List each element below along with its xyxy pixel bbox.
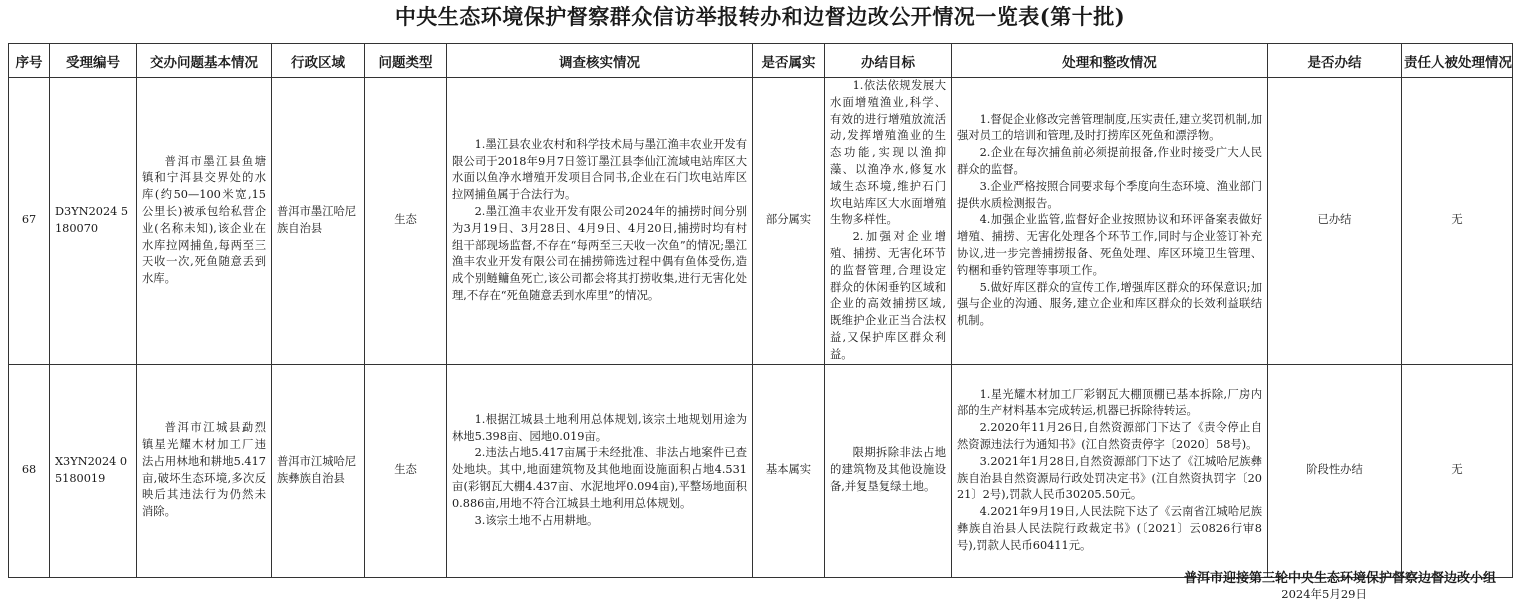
investigation-item: 3.该宗土地不占用耕地。 [474, 513, 599, 527]
cell-verified: 基本属实 [753, 364, 825, 577]
header-seq: 序号 [9, 44, 50, 78]
cell-issue: 普洱市墨江县鱼塘镇和宁洱县交界处的水库(约50—100米宽,15公里长)被承包给私营企业(名称未知),该企业在水库拉网捕鱼,每两至三天收一次,死鱼随意丢到水库。 [137, 78, 272, 365]
footer-organization: 普洱市迎接第三轮中央生态环境保护督察边督边改小组 [1183, 571, 1496, 586]
handling-item: 1.星光耀木材加工厂彩钢瓦大棚顶棚已基本拆除,厂房内部的生产材料基本完成转运,机器已拆除待转运。 [957, 387, 1262, 418]
cell-region: 普洱市墨江哈尼族自治县 [272, 78, 365, 365]
header-target: 办结目标 [825, 44, 952, 78]
table-row [9, 364, 1513, 577]
cell-investigation [447, 78, 753, 365]
handling-item: 2.2020年11月26日,自然资源部门下达了《责令停止自然资源违法行为通知书》(江自然资责停字〔2020〕58号)。 [957, 421, 1262, 451]
handling-item: 3.企业严格按照合同要求每个季度向生态环境、渔业部门提供水质检测报告。 [957, 179, 1262, 210]
cell-code: D3YN2024 5180070 [50, 78, 137, 365]
cell-responsible: 无 [1402, 78, 1513, 365]
target-item: 1.依法依规发展大水面增殖渔业,科学、有效的进行增殖放流活动,发挥增殖渔业的生态功能,实现以渔抑藻、以渔净水,修复水域生态环境,维护石门坎电站库区大水面增殖生物多样性。 [830, 79, 946, 227]
header-issue: 交办问题基本情况 [137, 44, 272, 78]
table-header-row [9, 44, 1513, 78]
cell-region: 普洱市江城哈尼族彝族自治县 [272, 364, 365, 577]
header-status: 是否办结 [1268, 44, 1402, 78]
cell-verified: 部分属实 [753, 78, 825, 365]
handling-item: 4.加强企业监管,监督好企业按照协议和环评备案表做好增殖、捕捞、无害化处理各个环节工作,同时与企业签订补充协议,进一步完善捕捞报备、死鱼处理、库区环境卫生管理、钓梱和垂钓管理等事项工作。 [957, 213, 1262, 277]
cell-seq: 67 [9, 78, 50, 365]
report-table [8, 43, 1513, 578]
cell-issue: 普洱市江城县勐烈镇星光耀木材加工厂违法占用林地和耕地5.417亩,破坏生态环境,多次反映后其违法行为仍然未消除。 [137, 364, 272, 577]
header-handling: 处理和整改情况 [952, 44, 1268, 78]
target-item: 限期拆除非法占地的建筑物及其他设施设备,并复垦复绿土地。 [830, 446, 946, 493]
cell-target [825, 78, 952, 365]
cell-handling [952, 364, 1268, 577]
handling-item: 2.企业在每次捕鱼前必须提前报备,作业时接受广大人民群众的监督。 [957, 146, 1262, 176]
handling-item: 5.做好库区群众的宣传工作,增强库区群众的环保意识;加强与企业的沟通、服务,建立企业和库区群众的长效利益联结机制。 [957, 280, 1262, 328]
cell-responsible: 无 [1402, 364, 1513, 577]
cell-handling [952, 78, 1268, 365]
header-code: 受理编号 [50, 44, 137, 78]
investigation-item: 2.违法占地5.417亩属于未经批准、非法占地案件已查处地块。其中,地面建筑物及其他地面设施面积占地4.531亩(彩钢瓦大棚4.437亩、水泥地坪0.094亩),平整场地面积0.886亩,用地不符合江城县土地利用总体规划。 [452, 446, 747, 510]
page-title: 中央生态环境保护督察群众信访举报转办和边督边改公开情况一览表(第十批) [394, 4, 1126, 29]
cell-type: 生态 [365, 364, 447, 577]
header-responsible: 责任人被处理情况 [1402, 44, 1513, 78]
cell-type: 生态 [365, 78, 447, 365]
handling-item: 1.督促企业修改完善管理制度,压实责任,建立奖罚机制,加强对员工的培训和管理,及时打捞库区死鱼和漂浮物。 [957, 112, 1262, 143]
table-row [9, 78, 1513, 365]
handling-item: 3.2021年1月28日,自然资源部门下达了《江城哈尼族彝族自治县自然资源局行政处罚决定书》(江自然资执罚字〔2021〕2号),罚款人民币30205.50元。 [957, 454, 1262, 502]
cell-investigation [447, 364, 753, 577]
header-region: 行政区域 [272, 44, 365, 78]
cell-seq: 68 [9, 364, 50, 577]
cell-target [825, 364, 952, 577]
handling-item: 4.2021年9月19日,人民法院下达了《云南省江城哈尼族彝族自治县人民法院行政裁定书》(〔2021〕云0826行审8号),罚款人民币60411元。 [957, 505, 1262, 552]
header-investigation: 调查核实情况 [447, 44, 753, 78]
cell-status: 已办结 [1268, 78, 1402, 365]
investigation-item: 2.墨江渔丰农业开发有限公司2024年的捕捞时间分别为3月19日、3月28日、4月9日、4月20日,捕捞时均有村组干部现场监督,不存在“每两至三天收一次鱼”的情况;墨江渔丰农业开发有限公司在捕捞筛选过程中偶有鱼体受伤,造成个别鲢鳙鱼死亡,该公司都会将其打捞收集,进行无害化处理,不存在“死鱼随意丢到水库里”的情况。 [452, 204, 747, 302]
investigation-item: 1.根据江城县土地利用总体规划,该宗土地规划用途为林地5.398亩、园地0.019亩。 [452, 412, 747, 443]
header-type: 问题类型 [365, 44, 447, 78]
footer-date: 2024年5月29日 [1281, 587, 1367, 601]
cell-status: 阶段性办结 [1268, 364, 1402, 577]
target-item: 2.加强对企业增殖、捕捞、无害化环节的监督管理,合理设定群众的休闲垂钓区域和企业的高效捕捞区域,既维护企业正当合法权益,又保护库区群众利益。 [830, 230, 946, 361]
header-verified: 是否属实 [753, 44, 825, 78]
cell-code: X3YN2024 05180019 [50, 364, 137, 577]
investigation-item: 1.墨江县农业农村和科学技术局与墨江渔丰农业开发有限公司于2018年9月7日签订墨江县李仙江流域电站库区大水面以鱼净水增殖开发项目合同书,企业在石门坎电站库区拉网捕鱼属于合法行为。 [452, 137, 747, 202]
